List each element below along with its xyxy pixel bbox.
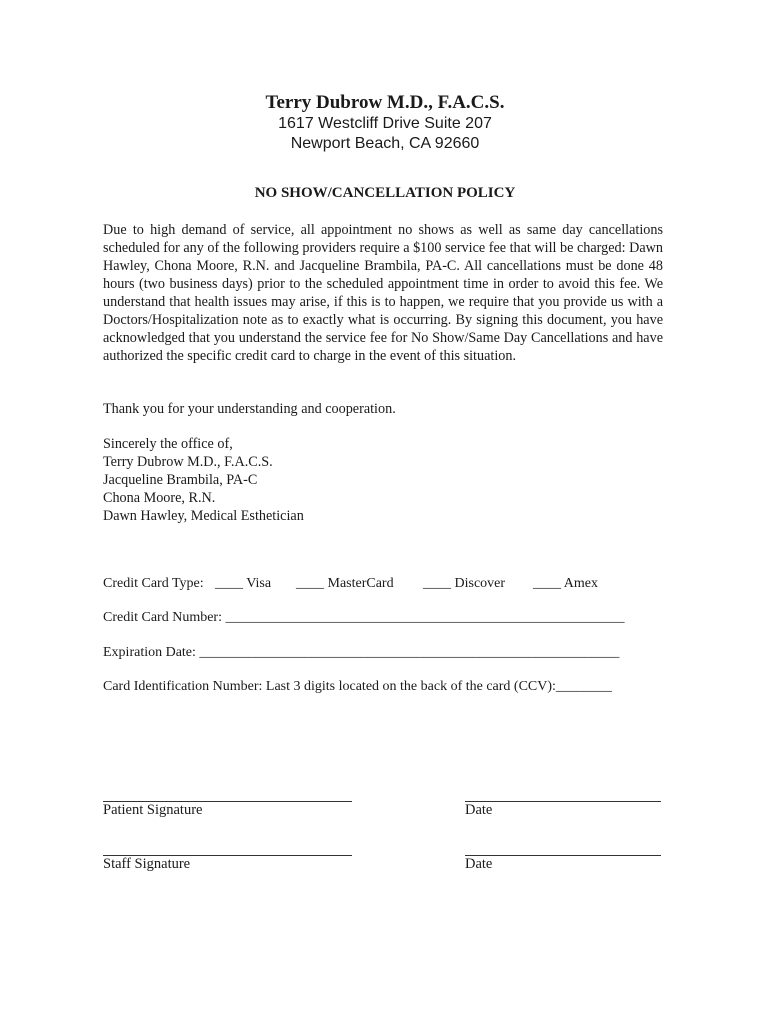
closing-line: Jacqueline Brambila, PA-C [103,472,258,488]
address-line-2: Newport Beach, CA 92660 [290,135,480,152]
patient-date-line[interactable] [465,801,661,802]
visa-option[interactable]: ____ Visa [215,576,272,591]
credit-card-number-field[interactable]: Credit Card Number: _________________________________________________________ [103,610,625,625]
address-line-1: 1617 Westcliff Drive Suite 207 [278,115,492,132]
mastercard-option[interactable]: ____ MasterCard [296,576,394,591]
closing-line: Sincerely the office of, [103,436,233,452]
closing-line: Chona Moore, R.N. [103,490,216,506]
staff-signature-label: Staff Signature [103,856,191,872]
credit-card-type-label: Credit Card Type: [103,576,204,591]
ccv-field[interactable]: Card Identification Number: Last 3 digits located on the back of the card (CCV):________ [103,679,612,694]
expiration-date-field[interactable]: Expiration Date: ____________________________________________________________ [103,645,620,660]
amex-option[interactable]: ____ Amex [533,576,598,591]
discover-option[interactable]: ____ Discover [423,576,506,591]
thanks-text: Thank you for your understanding and cooperation. [103,401,396,417]
patient-signature-label: Patient Signature [103,802,203,818]
closing-line: Dawn Hawley, Medical Esthetician [103,508,304,524]
closing-line: Terry Dubrow M.D., F.A.C.S. [103,454,273,470]
date-label: Date [465,802,493,818]
date-label: Date [465,856,493,872]
practice-name: Terry Dubrow M.D., F.A.C.S. [265,92,505,113]
policy-title: NO SHOW/CANCELLATION POLICY [254,185,516,201]
policy-body: Due to high demand of service, all appointment no shows as well as same day cancellations scheduled for any of the following providers require a $100 service fee that will be charged: Dawn Hawley, Chona Moore, R.N. and Jacqueline Brambila, PA-C. All cancellations must be done 48 hours (two business days) prior to the scheduled appointment time in order to avoid this fee. We understand that health issues may arise, if this is to happen, we require that you provide us with a Doctors/Hospitalization note as to exactly what is occurring. By signing this document, you have acknowledged that you understand the service fee for No Show/Same Day Cancellations and have authorized the specific credit card to charge in the event of this situation. [103,222,663,364]
staff-date-line[interactable] [465,855,661,856]
closing-block [103,435,663,525]
